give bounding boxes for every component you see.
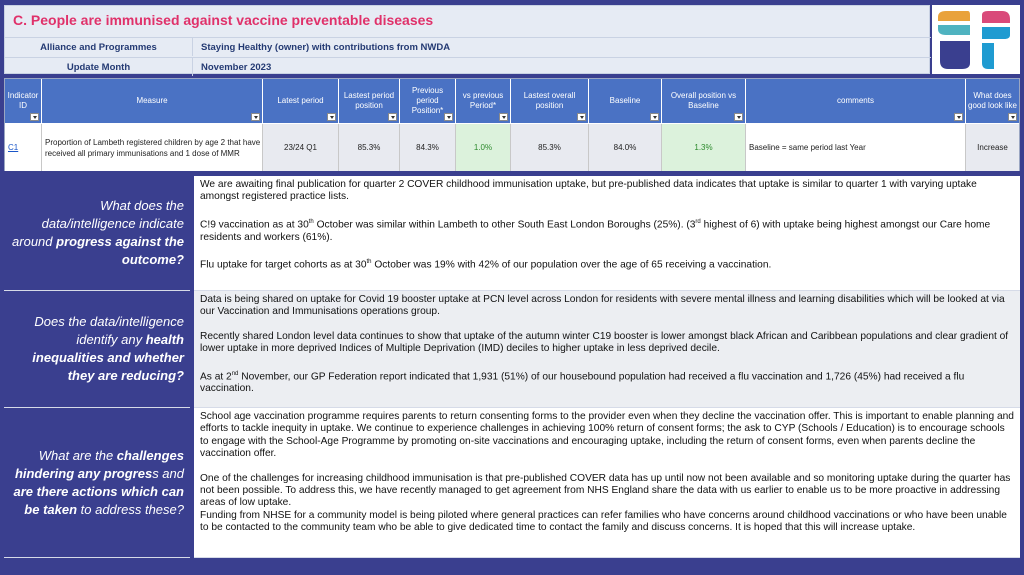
lambeth-together-logo: [932, 5, 1020, 74]
inequalities-section: [4, 291, 1020, 408]
header-indicator-id[interactable]: [5, 79, 42, 123]
alliance-row: [5, 37, 931, 56]
cell-comments: Baseline = same period last Year: [746, 124, 966, 171]
indicator-table: [4, 78, 1020, 171]
challenges-question-emphasis: challenges hindering any progres: [14, 447, 184, 481]
progress-section: [4, 176, 1020, 291]
text-span: November, our GP Federation report indicated that 1,931 (51%) of our housebound population had received a flu vaccination and 1,726 (45%) had received a flu vaccination.: [200, 371, 965, 395]
filter-dropdown-icon[interactable]: [954, 113, 963, 121]
inequalities-paragraph-2: Recently shared London level data continues to show that uptake of the autumn winter C19 booster is lower amongst black African and Caribbean populations and clear gradient of lower uptake in more deprived Indices of Multiple Deprivation (IMD) deciles to higher uptake in less deprived decile.: [200, 330, 1009, 355]
cell-overall-vs-baseline: 1.3%: [662, 124, 746, 171]
text-span: As at 2: [200, 371, 232, 383]
inequalities-answer: [194, 291, 1020, 408]
text-span: C!9 vaccination as at 30: [200, 219, 309, 231]
header-measure[interactable]: [42, 79, 263, 123]
header-overall-position-label: Lastest overall position: [523, 91, 576, 110]
update-month-value: November 2023: [201, 61, 272, 73]
header-overall-vs-baseline[interactable]: [662, 79, 746, 123]
filter-dropdown-icon[interactable]: [444, 113, 453, 121]
cell-previous-position: 84.3%: [400, 124, 456, 171]
inequalities-paragraph-1: Data is being shared on uptake for Covid 19 booster uptake at PCN level across London for residents with severe mental illness and learning disabilities which will be looked at via our Vaccination and Immunisations operations group.: [200, 294, 1005, 318]
filter-dropdown-icon[interactable]: [1008, 113, 1017, 121]
filter-dropdown-icon[interactable]: [251, 113, 260, 121]
progress-question-text: What does the data/intelligence indicate around: [12, 198, 184, 249]
filter-dropdown-icon[interactable]: [499, 113, 508, 121]
filter-dropdown-icon[interactable]: [577, 113, 586, 121]
text-span: October was similar within Lambeth to other South East London Boroughs (25%). (3: [313, 219, 696, 231]
inequalities-question-text: Does the data/intelligence identify any: [34, 314, 184, 347]
header-panel: [4, 5, 930, 74]
challenges-paragraph-2: One of the challenges for increasing childhood immunisation is that pre-published COVER data has up until now not been available and so monitoring uptake during the quarter has not been possible. To address this, we have recently managed to get agreement from NHS England share the data with us earlier to enable us to be more proactive in addressing areas of low uptake.: [200, 472, 1011, 509]
header-latest-period[interactable]: [263, 79, 339, 123]
page-title: C. People are immunised against vaccine preventable diseases: [13, 12, 434, 28]
alliance-value: Staying Healthy (owner) with contributions from NWDA: [201, 41, 451, 53]
challenges-question: [4, 408, 190, 558]
progress-paragraph-3: [200, 256, 1014, 272]
header-measure-label: Measure: [136, 96, 168, 105]
challenges-question-text: What are the: [38, 447, 117, 463]
text-span: highest of 6) with uptake being highest amongst our Care home residents and workers (61%).: [200, 219, 991, 243]
cell-latest-position: 85.3%: [339, 124, 400, 171]
superscript: rd: [695, 218, 701, 225]
cell-latest-period: 23/24 Q1: [263, 124, 339, 171]
header-indicator-id-label: Indicator ID: [7, 91, 39, 110]
progress-paragraph-1: We are awaiting final publication for quarter 2 COVER childhood immunisation uptake, but pre-published data indicates that uptake is similar to quarter 1 with varying uptake amongst registered practice lists.: [200, 179, 977, 203]
progress-question: [4, 176, 190, 291]
cell-indicator-id[interactable]: C1: [5, 124, 42, 171]
header-baseline-label: Baseline: [609, 96, 641, 105]
header-latest-position-label: Lastest period position: [343, 91, 395, 110]
header-comments-label: comments: [837, 96, 874, 105]
header-vs-previous-label: vs previous Period*: [462, 91, 504, 110]
cell-vs-previous: 1.0%: [456, 124, 511, 171]
header-latest-period-label: Latest period: [277, 96, 324, 105]
filter-dropdown-icon[interactable]: [388, 113, 397, 121]
header-good-look-label: What does good look like: [968, 91, 1017, 110]
cell-baseline: 84.0%: [589, 124, 662, 171]
challenges-paragraph-1: School age vaccination programme requires parents to return consenting forms to the provider even when they decline the vaccination offer. This is important to enable planning and efforts to tackle inequity in uptake. We continue to experience challenges in achieving 100% return of consent forms; the ask to CYP (Schools / Education) is to encourage schools to engage with the School-Age Programme by promoting on-site vaccinations and encouraging uptake, including the return of consent forms, even when parents decline the vaccination offer.: [200, 411, 1014, 460]
header-comments[interactable]: [746, 79, 966, 123]
challenges-answer: [194, 408, 1020, 558]
progress-paragraph-2: [200, 216, 1014, 244]
challenges-paragraph-3: Funding from NHSE for a community model is being piloted where general practices can refer families who have concerns around childhood vaccinations or who have been unable to be contacted to the community team who be able to give dedicated time to contact the family and discuss concerns. It is hoped that this will increase uptake.: [200, 509, 1007, 534]
update-month-row: [5, 57, 931, 76]
filter-dropdown-icon[interactable]: [327, 113, 336, 121]
text-span: Flu uptake for target cohorts as at 30: [200, 259, 367, 271]
superscript: th: [366, 259, 372, 266]
cell-overall-position: 85.3%: [511, 124, 589, 171]
header-overall-position[interactable]: [511, 79, 589, 123]
challenges-question-text: to address these?: [77, 501, 184, 517]
cell-good-look: Increase: [966, 124, 1019, 171]
header-overall-vs-baseline-label: Overall position vs Baseline: [670, 91, 737, 110]
progress-question-emphasis: progress against the outcome?: [56, 234, 184, 267]
challenges-question-emphasis: are there actions which can be taken: [13, 483, 184, 517]
header-previous-position-label: Previous period Position*: [411, 86, 444, 115]
header-latest-position[interactable]: [339, 79, 400, 123]
header-previous-position[interactable]: [400, 79, 456, 123]
progress-answer: [194, 176, 1020, 291]
filter-dropdown-icon[interactable]: [650, 113, 659, 121]
text-span: October was 19% with 42% of our population over the age of 65 receiving a vaccination.: [371, 259, 772, 271]
filter-dropdown-icon[interactable]: [30, 113, 39, 121]
filter-dropdown-icon[interactable]: [734, 113, 743, 121]
alliance-label: Alliance and Programmes: [5, 38, 193, 56]
inequalities-question-emphasis: health inequalities and whether they are reducing?: [32, 332, 184, 383]
update-month-label: Update Month: [5, 58, 193, 76]
superscript: nd: [231, 370, 239, 377]
challenges-question-text: s and: [152, 465, 184, 481]
superscript: th: [308, 218, 314, 225]
cell-measure: Proportion of Lambeth registered children by age 2 that have received all primary immunisations and 1 dose of MMR: [42, 124, 263, 171]
header-baseline[interactable]: [589, 79, 662, 123]
header-good-look[interactable]: [966, 79, 1019, 123]
challenges-section: [4, 408, 1020, 558]
header-vs-previous[interactable]: [456, 79, 511, 123]
inequalities-paragraph-3: [200, 368, 1014, 396]
inequalities-question: [4, 291, 190, 408]
